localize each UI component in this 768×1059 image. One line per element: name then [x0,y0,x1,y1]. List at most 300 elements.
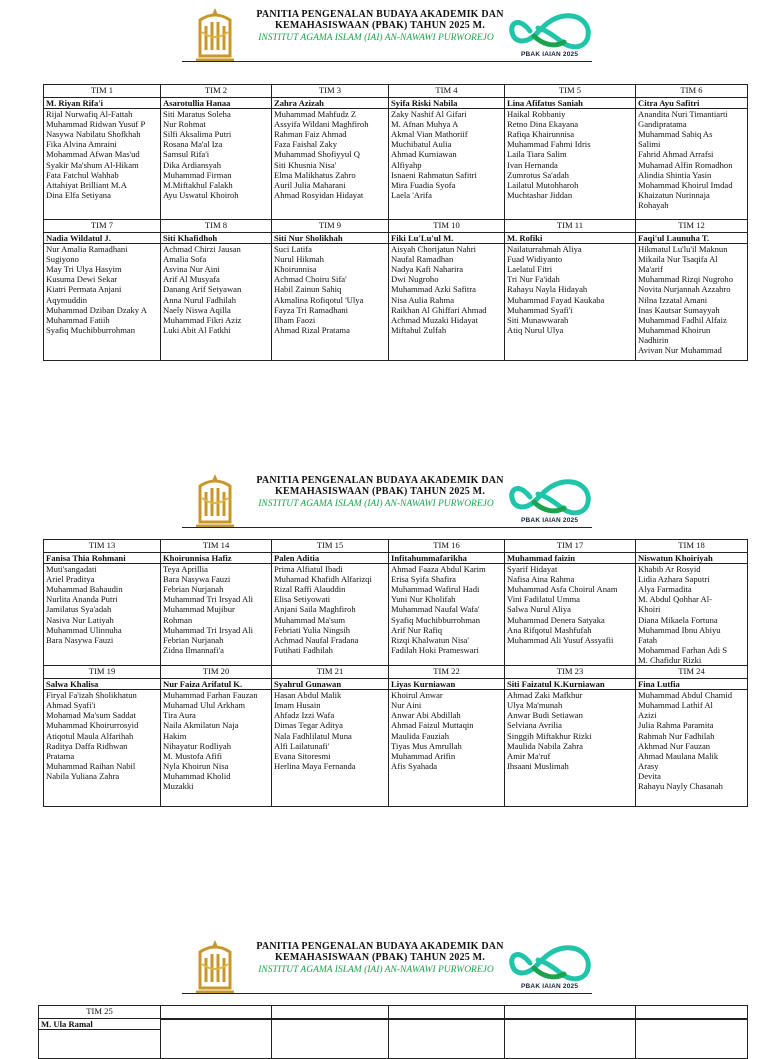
team-cell [505,553,636,666]
team-leader: Syahrul Gunawan [272,679,388,690]
team-member: Nihayatur Rodliyah [163,740,232,751]
team-member: Isnaeni Rahmatun Safitri [391,169,477,180]
team-member: Nafisa Aina Rahma [507,574,575,585]
team-label [389,1006,505,1019]
team-label: TIM 16 [389,540,505,553]
team-member: Afis Syahada [391,760,438,771]
team-member: Siti Munawwarah [507,314,569,325]
team-member: Pratama [46,750,75,761]
team-cell [505,1019,636,1059]
team-member: Anwar Abi Abdillah [391,710,461,721]
team-member: Ahmad Zaki Mafkhur [507,690,583,701]
team-cell [161,98,272,220]
team-member: Muhammad Fayad Kaukaba [507,294,605,305]
team-member: Raditya Daffa Ridhwan [46,740,128,751]
team-member: Muhammad Sabiq As [638,129,713,140]
team-leader: Nadia Wildatul J. [44,233,160,244]
team-header-row [39,1006,748,1019]
team-member: Muhammad Khoirurrosyid [46,720,139,731]
team-member: Siti Khusnia Nisa' [274,159,337,170]
team-label: TIM 4 [389,85,505,98]
team-member: Zaky Nashif Al Gifari [391,109,467,120]
team-member: Rahayu Nayly Chasanah [638,780,723,791]
team-member: Inas Kautsar Sumayyah [638,304,720,315]
team-leader: Liyas Kurniawan [389,679,504,690]
team-member: Fadilah Hoki Prameswari [391,644,479,655]
team-member: Ayu Uswatul Khoiroh [163,189,239,200]
team-leader: Siti Faizatul K.Kurniawan [505,679,635,690]
team-member: Muhammad Lathif Al [638,700,713,711]
team-member: Ahmad Syafi'i [46,700,96,711]
team-member: Lidia Azhara Saputri [638,574,710,585]
team-member: Suci Latifa [274,244,312,255]
header-title [240,475,520,497]
team-member: Tiyas Mus Amrullah [391,740,462,751]
team-member: Ahfadz Izzi Wafa [274,710,335,721]
team-leader [636,1019,747,1020]
team-member: Ahmad Rosyidan Hidayat [274,189,364,200]
team-member: Mohammad Afwan Mas'ud [46,149,140,160]
team-member: Akmalina Rofiqotul 'Ulya [274,294,364,305]
team-label: TIM 6 [636,85,748,98]
team-member: Muti'sangadati [46,564,97,575]
team-table-2 [43,539,748,807]
team-member: Febrian Nurjanah [163,584,224,595]
team-label: TIM 21 [272,666,389,679]
team-member: Febriati Yulia Ningsih [274,624,351,635]
team-member: Silfi Aksalima Putri [163,129,232,140]
team-member: Muhammad Fatiih [46,314,110,325]
team-member: Diana Mikaela Fortuna [638,614,718,625]
team-member: Ihsaani Muslimah [507,760,569,771]
header-badge: PBAK IAIAN 2025 [521,983,579,990]
team-label: TIM 7 [44,220,161,233]
team-member: Muhammad Abdul Chamid [638,690,733,701]
team-cell [505,233,636,361]
team-member: Kusuma Dewi Sekar [46,274,118,285]
team-member: Hikmatul Lu'lu'il Maknun [638,244,728,255]
team-member: Anwar Budi Setiawan [507,710,583,721]
team-cell [272,233,389,361]
team-member: Salimi [638,139,661,150]
team-leader [389,1019,504,1020]
team-member: Ahmad Rizal Pratama [274,324,350,335]
team-member: Atiq Nurul Ulya [507,324,564,335]
team-member: Syakir Ma'shum Al-Hikam [46,159,139,170]
team-member: Azizi [638,710,657,721]
team-label: TIM 11 [505,220,636,233]
team-member: Ariel Praditya [46,574,95,585]
header-title [240,9,520,31]
team-cell [44,553,161,666]
team-member: Muhammad Raihan Nabil [46,760,136,771]
team-leader: Nur Faiza Arifatul K. [161,679,271,690]
team-member: Asvina Nur Aini [163,264,220,275]
team-member: Atiqotul Maula Alfarihah [46,730,134,741]
team-member: Fuad Widiyanto [507,254,563,265]
team-member: Kiatri Permata Anjani [46,284,122,295]
team-cell [272,553,389,666]
team-member: Gandipratama [638,119,687,130]
team-member: Alfi Lailatunafi' [274,740,330,751]
team-member: Attahiyat Brilliant M.A [46,179,127,190]
team-member: Muhamad Alfin Romadhon [638,159,733,170]
team-header-row [44,666,748,679]
team-member: Muhammad Wafirul Hadi [391,584,480,595]
team-cell [389,98,505,220]
team-member: Amalia Sofa [163,254,207,265]
team-member: Muhammad Dziban Dzaky A [46,304,147,315]
team-table-3 [38,1005,748,1059]
team-label: TIM 8 [161,220,272,233]
team-leader [272,1019,388,1020]
team-member: Firyal Fa'izah Sholikhatun [46,690,137,701]
team-member: Ilham Faozi [274,314,316,325]
team-leader: Fina Lutfia [636,679,747,690]
team-member: Mohamad Ma'sum Saddat [46,710,136,721]
team-member: Miftahul Zulfah [391,324,447,335]
team-leader: Syifa Riski Nabila [389,98,504,109]
team-member: Akhmad Nur Fauzan [638,740,711,751]
team-member: Rahmah Nur Fadhilah [638,730,715,741]
team-member: Laila Tiara Salim [507,149,567,160]
header-badge: PBAK IAIAN 2025 [521,517,579,524]
team-member: Vini Fadilatul Umma [507,594,581,605]
team-member: Ma'arif [638,264,663,275]
team-cell [389,233,505,361]
team-label: TIM 15 [272,540,389,553]
team-member: Fika Alvina Amraini [46,139,117,150]
team-member: Rafiqa Khairunnisa [507,129,575,140]
team-cell [636,98,748,220]
team-label [636,1006,748,1019]
team-member: Muhammad Kholid [163,770,231,781]
team-cell [161,553,272,666]
team-member: Muhammad Tri Irsyad Ali [163,624,253,635]
team-member: Luki Abit Al Fatkhi [163,324,231,335]
team-members-row [44,553,748,666]
team-member: Maulida Fauziah [391,730,449,741]
team-members-row [44,679,748,807]
team-label: TIM 14 [161,540,272,553]
team-header-row [44,540,748,553]
header-divider [182,527,592,528]
team-table-1 [43,84,748,361]
team-member: Khoiri [638,604,661,615]
team-cell [636,233,748,361]
header-institution: INSTITUT AGAMA ISLAM (IAI) AN-NAWAWI PURWOREJO [258,965,494,975]
page-header-1 [0,0,768,72]
team-member: Avivan Nur Muhammad [638,345,722,356]
team-cell [272,679,389,807]
team-label: TIM 3 [272,85,389,98]
team-member: Elma Malikhatus Zahro [274,169,356,180]
team-member: Muhammad Ridwan Yusuf P [46,119,146,130]
team-member: Naely Niswa Aqilla [163,304,231,315]
team-member: Fayza Tri Ramadhani [274,304,348,315]
team-member: Muhammad Ulinnuha [46,624,122,635]
team-member: Muhammad Firman [163,169,232,180]
team-member: Arif Al Musyafa [163,274,220,285]
team-member: Amir Ma'ruf [507,750,551,761]
team-member: Aqymuddin [46,294,88,305]
team-member: Ana Rifqotul Mashfufah [507,624,592,635]
team-member: Zumrotus Sa'adah [507,169,569,180]
team-member: Ahmad Kurniawan [391,149,457,160]
team-label: TIM 10 [389,220,505,233]
team-member: Achmad Choiru Sifa' [274,274,347,285]
team-member: Muhammad Asfa Choirul Anam [507,584,618,595]
team-label: TIM 25 [39,1006,161,1019]
team-member: Anjani Saila Maghfiroh [274,604,356,615]
team-member: Muhammad Tri Irsyad Ali [163,594,253,605]
team-member: Muhammad Syafi'i [507,304,573,315]
infinity-loop-logo-icon [508,8,592,54]
team-member: Muhammad Fikri Aziz [163,314,242,325]
team-members-row [39,1019,748,1059]
team-member: Retno Dina Ekayana [507,119,579,130]
team-leader: Salwa Khalisa [44,679,160,690]
team-leader [505,1019,635,1020]
team-member: Fata Fatchul Wahhab [46,169,119,180]
team-member: Alindia Shintia Yasin [638,169,712,180]
team-leader: Fiki Lu'Lu'ul M. [389,233,504,244]
team-cell [44,98,161,220]
team-cell [636,679,748,807]
team-member: Nyla Khoirun Nisa [163,760,229,771]
team-member: Selviana Avrilia [507,720,562,731]
team-member: Auril Julia Maharani [274,179,346,190]
team-leader: Muhammad faizin [505,553,635,564]
team-cell [272,1019,389,1059]
header-institution: INSTITUT AGAMA ISLAM (IAI) AN-NAWAWI PURWOREJO [258,499,494,509]
team-member: Muhammad Azki Safitra [391,284,476,295]
team-member: Rizqi Khalwatun Nisa' [391,634,469,645]
team-member: Habil Zainun Sahiq [274,284,342,295]
team-member: Ahmad Maulana Malik [638,750,719,761]
team-member: Erisa Syifa Shafira [391,574,456,585]
team-member: Haikal Robbaniy [507,109,566,120]
team-member: Muhammad Naufal Wafa' [391,604,480,615]
team-member: Nur Amalia Ramadhani [46,244,128,255]
team-member: Laelatul Fitri [507,264,553,275]
team-member: Dina Elfa Setiyana [46,189,111,200]
team-member: Muhammad Bahaudin [46,584,123,595]
team-member: Muhammad Arifin [391,750,456,761]
header-divider [182,61,592,62]
team-member: Salwa Nurul Aliya [507,604,571,615]
team-leader: M. Ula Ramal [39,1019,160,1030]
team-member: Aisyah Chorijatun Nahri [391,244,476,255]
team-member: Akmal Vian Mathoriif [391,129,468,140]
team-cell [389,553,505,666]
team-cell [44,233,161,361]
team-leader: Lina Afifatus Saniah [505,98,635,109]
team-member: Muhammad Farhan Fauzan [163,690,258,701]
team-cell [389,1019,505,1059]
team-leader: Niswatun Khoiriyah [636,553,747,564]
team-member: Naufal Ramadhan [391,254,454,265]
team-member: Novita Nurjannah Azzahro [638,284,731,295]
team-member: Rijal Nurwafiq Al-Fattah [46,109,133,120]
team-member: Khaizatun Nurinnaja [638,189,710,200]
team-member: M.Miftakhul Falakh [163,179,233,190]
header-divider [182,993,592,994]
team-member: Muhammad Fadhil Alfaiz [638,314,727,325]
team-member: Alya Farmadita [638,584,692,595]
team-member: Ahmad Faaza Abdul Karim [391,564,486,575]
team-member: Muchibatul Aulia [391,139,452,150]
team-member: Muhammad Denera Satyaka [507,614,605,625]
team-member: Herlina Maya Fernanda [274,760,356,771]
team-leader [161,1019,271,1020]
team-member: Zidna Ilmannafi'a [163,644,224,655]
team-leader: Palen Aditia [272,553,388,564]
team-member: Dimas Tegar Aditya [274,720,343,731]
team-member: May Tri Ulya Hasyim [46,264,122,275]
team-member: Sugiyono [46,254,79,265]
team-member: Yuni Nur Kholifah [391,594,456,605]
team-member: Muchtashar Jiddan [507,189,573,200]
team-header-row [44,85,748,98]
team-member: Mohammad Khoirul Imdad [638,179,733,190]
team-member: Futihati Fadhilah [274,644,333,655]
team-member: Muhammad Khoirun [638,324,711,335]
team-cell [44,679,161,807]
team-leader: Khoirunnisa Hafiz [161,553,271,564]
infinity-loop-logo-icon [508,474,592,520]
team-label [161,1006,272,1019]
team-member: M. Chafidur Rizki [638,654,702,665]
team-cell [161,679,272,807]
team-member: Achmad Chirzi Jausan [163,244,241,255]
team-member: Raikhan Al Ghiffari Ahmad [391,304,487,315]
team-member: Naila Akmilatun Naja [163,720,239,731]
team-member: Syarif Hidayat [507,564,558,575]
team-member: Nisa Aulia Rahma [391,294,455,305]
team-cell [272,98,389,220]
team-cell [39,1019,161,1059]
team-label: TIM 9 [272,220,389,233]
team-member: Rosana Ma'al Iza [163,139,223,150]
team-member: Muzakki [163,780,194,791]
team-member: Khoirul Anwar [391,690,443,701]
team-member: Jamilatus Sya'adah [46,604,112,615]
team-member: Rohayah [638,199,669,210]
team-label: TIM 12 [636,220,748,233]
team-leader: Siti Nur Sholikhah [272,233,388,244]
header-title-line2: KEMAHASISWAAN (PBAK) TAHUN 2025 M. [274,20,486,31]
campus-crest-logo-icon [192,472,238,530]
team-cell [505,98,636,220]
team-member: Nur Rohmat [163,119,206,130]
team-label: TIM 13 [44,540,161,553]
team-member: Nilna Izzatal Amani [638,294,708,305]
team-member: Anna Nurul Fadhilah [163,294,237,305]
team-member: Bara Nasywa Fauzi [46,634,114,645]
team-member: Danang Arif Setyawan [163,284,242,295]
team-member: Muhammad Ma'sum [274,614,346,625]
team-cell [636,1019,748,1059]
team-member: Achmad Naufal Fradana [274,634,359,645]
team-member: Rahayu Nayla Hidayah [507,284,588,295]
team-label: TIM 23 [505,666,636,679]
team-member: Samsul Rifa'i [163,149,210,160]
team-label: TIM 19 [44,666,161,679]
team-member: Muhammad Mahfudz Z [274,109,357,120]
team-member: Ahmad Faizul Muttaqin [391,720,474,731]
team-label: TIM 1 [44,85,161,98]
team-member: Anandita Nuri Timantiarti [638,109,728,120]
team-label: TIM 5 [505,85,636,98]
team-member: Laela 'Arifa [391,189,432,200]
team-member: Syafiq Muchibburrohman [46,324,136,335]
team-member: Rohman [163,614,193,625]
team-label: TIM 22 [389,666,505,679]
team-member: Nurul Hikmah [274,254,324,265]
team-member: Dika Ardiansyah [163,159,221,170]
team-member: M. Abdul Qohhar Al- [638,594,712,605]
infinity-loop-logo-icon [508,940,592,986]
team-member: Assyifa Wildani Maghfiroh [274,119,369,130]
header-institution: INSTITUT AGAMA ISLAM (IAI) AN-NAWAWI PURWOREJO [258,33,494,43]
team-member: Elisa Setiyowati [274,594,331,605]
team-label: TIM 17 [505,540,636,553]
team-member: Devita [638,770,661,781]
team-label: TIM 18 [636,540,748,553]
team-member: Muhammad Rizqi Nugroho [638,274,733,285]
team-member: Singgih Miftakhur Rizki [507,730,592,741]
team-cell [389,679,505,807]
team-cell [161,1019,272,1059]
team-member: Alfiyahp [391,159,422,170]
team-member: Muhammad Ali Yusuf Assyafii [507,634,614,645]
team-member: Teya Aprillia [163,564,208,575]
team-member: Dwi Nugroho [391,274,439,285]
team-member: Achmad Muzaki Hidayat [391,314,478,325]
team-cell [505,679,636,807]
team-member: Muhammad Shofiyyul Q [274,149,360,160]
team-member: Nala Fadhlilatul Muna [274,730,352,741]
team-member: Rahman Faiz Ahmad [274,129,347,140]
team-member: Evana Sitoresmi [274,750,331,761]
team-member: Faza Faishal Zaky [274,139,338,150]
team-member: Muhammad Ibnu Abiyu [638,624,721,635]
team-member: Mikaila Nur Tsaqifa Al [638,254,718,265]
team-member: Tira Aura [163,710,196,721]
team-member: M. Afnan Muhya A [391,119,459,130]
team-leader: Siti Khafidhoh [161,233,271,244]
team-member: Hasan Abdul Malik [274,690,342,701]
team-member: Prima Alfiatul Ibadi [274,564,343,575]
team-member: Imam Husain [274,700,321,711]
page-header-3 [0,932,768,1004]
team-members-row [44,233,748,361]
team-member: Muhammad Fahmi Idris [507,139,591,150]
team-member: Julia Rahma Paramita [638,720,714,731]
team-member: Muhammad Mujibur [163,604,235,615]
team-member: Nabila Yuliana Zahra [46,770,120,781]
team-label: TIM 24 [636,666,748,679]
team-member: Arif Nur Rafiq [391,624,443,635]
header-title-line2: KEMAHASISWAAN (PBAK) TAHUN 2025 M. [274,486,486,497]
team-member: Lailatul Mutohharoh [507,179,579,190]
team-member: Nasiva Nur Latiyah [46,614,114,625]
team-label: TIM 2 [161,85,272,98]
team-member: M. Mustofa Afifi [163,750,222,761]
team-member: Nailaturrahmah Aliya [507,244,582,255]
team-member: Siti Maratus Soleha [163,109,231,120]
